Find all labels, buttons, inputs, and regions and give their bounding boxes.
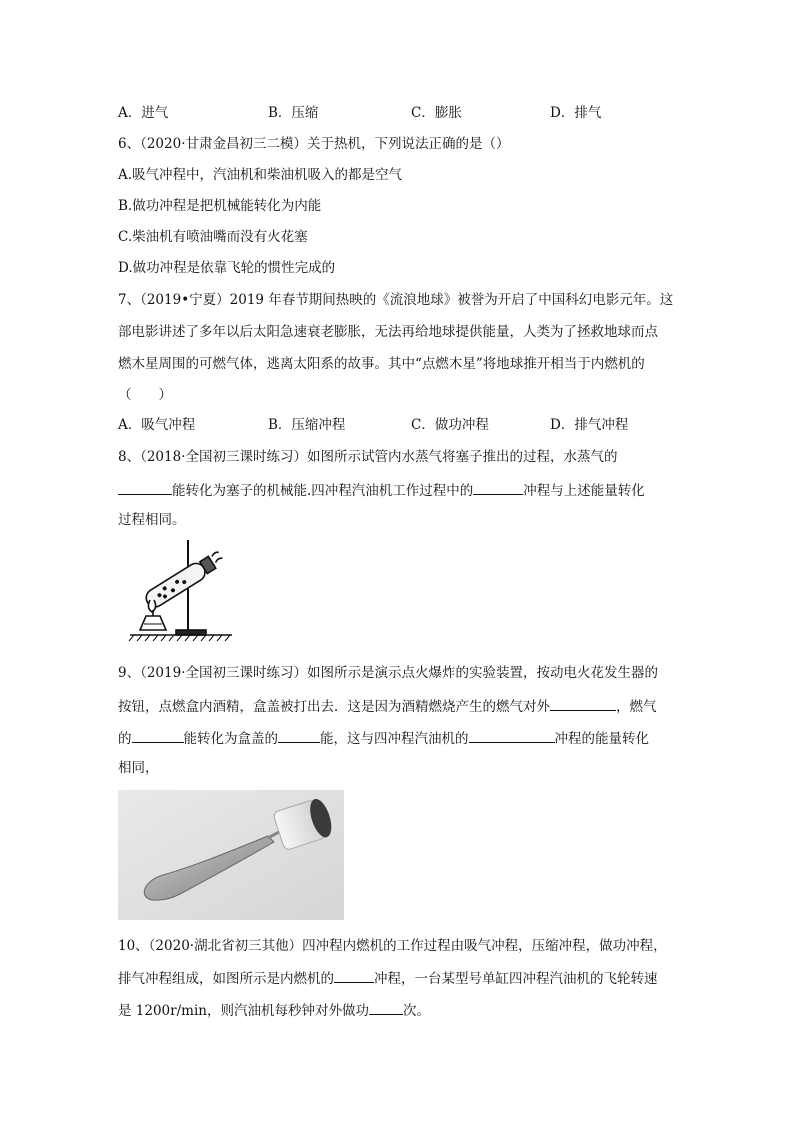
q8-line-2-text-a: 能转化为塞子的机械能.四冲程汽油机工作过程中的 — [172, 483, 474, 499]
q9-line-1: 9、（2019·全国初三课时练习）如图所示是演示点火爆炸的实验装置，按动电火花发生器的 — [118, 665, 658, 681]
q7-line-1: 7、（2019•宁夏）2019 年春节期间热映的《流浪地球》被誉为开启了中国科幻电影元年。这 — [118, 292, 674, 308]
q7-line-3: 燃木星周围的可燃气体，逃离太阳系的故事。其中“点燃木星”将地球推开相当于内燃机的 — [118, 356, 645, 372]
q6-option-d: D.做功冲程是依靠飞轮的惯性完成的 — [118, 260, 336, 276]
q7-option-a: A．吸气冲程 — [118, 417, 196, 433]
q10-line-1: 10、（2020·湖北省初三其他）四冲程内燃机的工作过程由吸气冲程，压缩冲程，做功冲程， — [118, 938, 667, 954]
q10-blank-1[interactable] — [334, 967, 374, 983]
q7-option-d: D．排气冲程 — [550, 417, 629, 433]
q9-line-2-text-a: 按钮，点燃盒内酒精，盒盖被打出去．这是因为酒精燃烧产生的燃气对外 — [118, 699, 550, 715]
q8-line-2-text-b: 冲程与上述能量转化 — [523, 483, 645, 499]
q10-line-2-text-b: 冲程，一台某型号单缸四冲程汽油机的飞轮转速 — [374, 971, 658, 987]
q8-blank-1[interactable] — [118, 479, 172, 495]
q10-blank-2[interactable] — [369, 999, 403, 1015]
q7-option-c: C．做功冲程 — [411, 417, 489, 433]
test-tube-apparatus-figure — [124, 538, 236, 643]
q7-option-b: B．压缩冲程 — [268, 417, 346, 433]
q9-blank-1[interactable] — [550, 695, 616, 711]
q9-line-3-text-a: 的 — [118, 731, 132, 747]
q9-blank-2[interactable] — [132, 727, 184, 743]
q7-line-2: 部电影讲述了多年以后太阳急速衰老膨胀，无法再给地球提供能量，人类为了拯救地球而点 — [118, 324, 658, 340]
q9-line-2 — [118, 695, 657, 717]
q10-line-3-text-b: 次。 — [402, 1003, 430, 1019]
q9-line-3-text-d: 冲程的能量转化 — [554, 731, 649, 747]
q10-line-3 — [118, 999, 430, 1021]
q9-blank-3[interactable] — [278, 727, 320, 743]
q9-blank-4[interactable] — [469, 727, 555, 743]
q6-option-b: B.做功冲程是把机械能转化为内能 — [118, 198, 322, 214]
q5-option-d: D．排气 — [550, 105, 602, 121]
q10-line-2 — [118, 967, 658, 989]
q6-option-c: C.柴油机有喷油嘴而没有火花塞 — [118, 229, 308, 245]
q8-line-2 — [118, 479, 645, 501]
q10-line-3-text-a: 是 1200r/min，则汽油机每秒钟对外做功 — [118, 1003, 369, 1019]
q5-option-c: C．膨胀 — [411, 105, 462, 121]
q8-line-3: 过程相同。 — [118, 512, 186, 528]
q10-line-2-text-a: 排气冲程组成，如图所示是内燃机的 — [118, 971, 334, 987]
q6-option-a: A.吸气冲程中，汽油机和柴油机吸入的都是空气 — [118, 167, 403, 183]
q9-line-2-text-b: ，燃气 — [616, 699, 657, 715]
q9-line-3-text-c: 能，这与四冲程汽油机的 — [320, 731, 469, 747]
q8-line-1: 8、（2018·全国初三课时练习）如图所示试管内水蒸气将塞子推出的过程，水蒸气的 — [118, 449, 618, 465]
spark-igniter-figure — [118, 790, 344, 920]
q5-option-b: B．压缩 — [268, 105, 319, 121]
q9-line-4: 相同， — [118, 760, 159, 776]
q6-stem: 6、（2020·甘肃金昌初三二模）关于热机，下列说法正确的是（） — [118, 136, 510, 152]
q5-option-a: A．进气 — [118, 105, 169, 121]
q9-line-3 — [118, 727, 649, 749]
q7-line-4: （ ） — [118, 387, 172, 403]
q9-line-3-text-b: 能转化为盒盖的 — [183, 731, 278, 747]
q8-blank-2[interactable] — [473, 479, 523, 495]
